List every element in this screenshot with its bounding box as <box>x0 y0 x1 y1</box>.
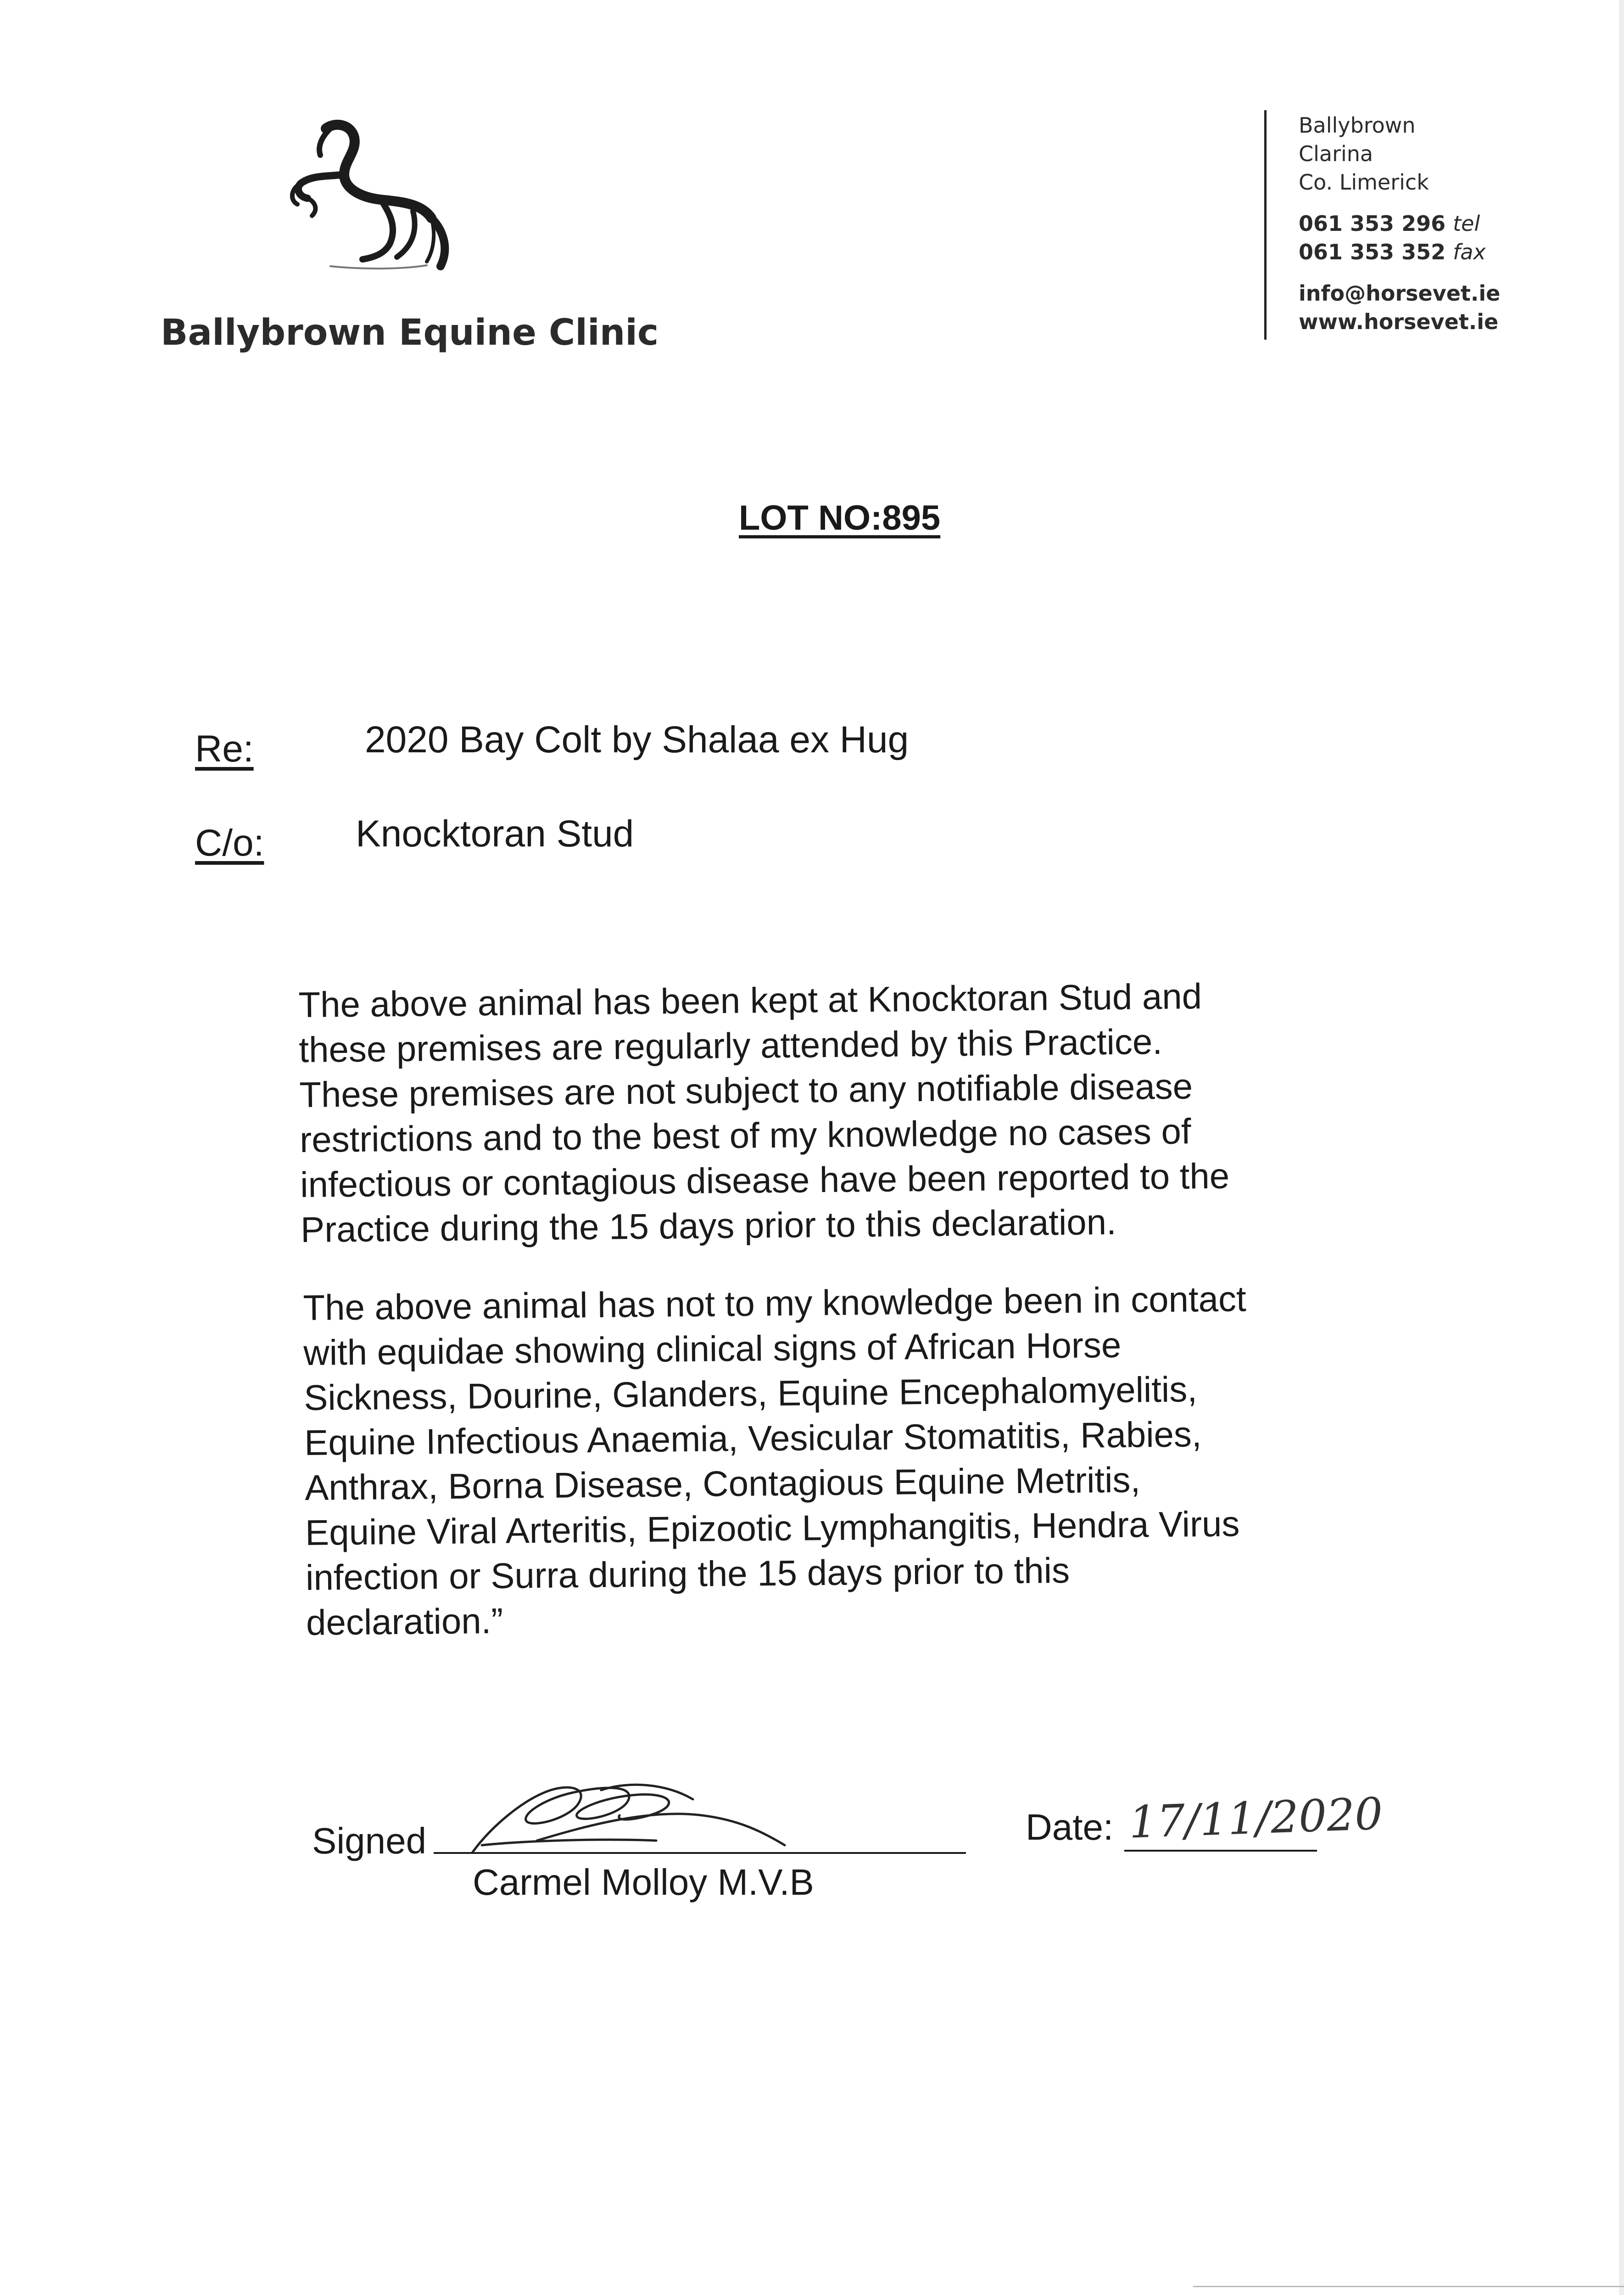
paragraph-line: The above animal has been kept at Knocktoran Stud and <box>298 976 1202 1025</box>
rearing-horse-logo-icon <box>275 119 468 275</box>
paragraph-line: Equine Viral Arteritis, Epizootic Lymphangitis, Hendra Virus <box>305 1503 1240 1553</box>
declaration-paragraph-1 <box>298 974 1230 1252</box>
scan-edge <box>1619 0 1624 2295</box>
fax-number: 061 353 352 <box>1299 240 1446 264</box>
paragraph-line: Anthrax, Borna Disease, Contagious Equine Metritis, <box>304 1459 1141 1508</box>
paragraph-line: Sickness, Dourine, Glanders, Equine Encephalomyelitis, <box>303 1369 1198 1418</box>
co-value: Knocktoran Stud <box>356 813 634 855</box>
fax-suffix: fax <box>1453 240 1486 264</box>
fax-line <box>1299 238 1500 266</box>
paragraph-line: infection or Surra during the 15 days prior to this <box>305 1550 1070 1598</box>
address-line: Co. Limerick <box>1299 170 1429 195</box>
date-label: Date: <box>1026 1807 1114 1847</box>
handwritten-date: 17/11/2020 <box>1128 1788 1384 1848</box>
phone-number: 061 353 296 <box>1299 211 1446 236</box>
re-value: 2020 Bay Colt by Shalaa ex Hug <box>365 719 909 761</box>
lot-number-heading: LOT NO:895 <box>739 498 941 537</box>
paragraph-line: restrictions and to the best of my knowledge no cases of <box>299 1111 1192 1160</box>
paragraph-line: declaration.” <box>306 1600 503 1643</box>
date-line <box>1124 1850 1317 1852</box>
paragraph-line: The above animal has not to my knowledge been in contact <box>303 1278 1247 1328</box>
re-label: Re: <box>195 728 254 770</box>
phone-line <box>1299 209 1500 238</box>
email-address: info@horsevet.ie <box>1299 281 1501 306</box>
paragraph-line: infectious or contagious disease have been reported to the <box>300 1155 1230 1205</box>
paragraph-line: Practice during the 15 days prior to this declaration. <box>300 1201 1117 1250</box>
paragraph-line: Equine Infectious Anaemia, Vesicular Stomatitis, Rabies, <box>304 1414 1202 1463</box>
scan-edge <box>1193 2286 1624 2287</box>
co-label: C/o: <box>195 822 264 864</box>
signed-label: Signed <box>312 1820 427 1861</box>
letterhead-divider <box>1264 110 1267 340</box>
signer-name: Carmel Molloy M.V.B <box>473 1862 814 1903</box>
clinic-name: Ballybrown Equine Clinic <box>161 312 659 353</box>
declaration-paragraph-2 <box>303 1276 1250 1645</box>
paragraph-line: these premises are regularly attended by this Practice. <box>298 1021 1163 1070</box>
address-line: Clarina <box>1299 141 1373 166</box>
phone-suffix: tel <box>1453 211 1480 236</box>
website-address: www.horsevet.ie <box>1299 309 1499 334</box>
contact-block <box>1299 111 1500 336</box>
handwritten-signature-icon <box>463 1772 803 1864</box>
paragraph-line: with equidae showing clinical signs of African Horse <box>303 1324 1122 1373</box>
paragraph-line: These premises are not subject to any notifiable disease <box>299 1066 1193 1115</box>
address-line: Ballybrown <box>1299 113 1416 138</box>
